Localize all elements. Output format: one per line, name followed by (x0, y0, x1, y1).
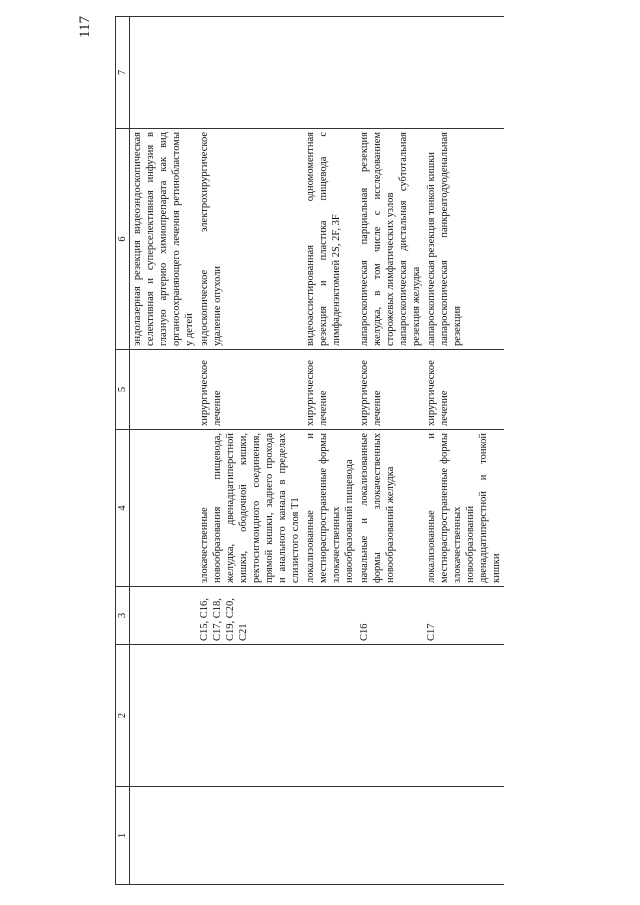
method-item: лапароскопическая панкреатодуоденальная резекция (439, 132, 463, 346)
cell-diagnosis (130, 430, 198, 587)
cell-col7 (357, 17, 424, 129)
cell-codes (303, 587, 357, 645)
table-row (197, 17, 303, 885)
column-header: 4 (116, 430, 130, 587)
column-header: 2 (116, 645, 130, 787)
rotated-table-container (115, 17, 635, 885)
cell-treatment-type: хирургическое лечение (303, 350, 357, 430)
cell-col1 (357, 787, 424, 885)
cell-treatment-type: хирургическое лечение (197, 350, 303, 430)
cell-col7 (424, 17, 504, 129)
cell-col2 (197, 645, 303, 787)
cell-col1 (130, 787, 198, 885)
cell-col1 (303, 787, 357, 885)
column-header: 6 (116, 129, 130, 350)
cell-codes (130, 587, 198, 645)
cell-method-group (357, 129, 424, 350)
cell-codes: C15, C16, C17, C18, C19, C20, C21 (197, 587, 303, 645)
cell-col2 (130, 645, 198, 787)
method-item: лапароскопическая резекция тонкой кишки (426, 152, 437, 346)
column-header: 7 (116, 17, 130, 129)
cell-codes: C17 (424, 587, 504, 645)
cell-col7 (197, 17, 303, 129)
method-item: лапароскопическая парциальная резекция желудка, в том числе с исследованием сторожевых лимфатических узлов (359, 132, 396, 346)
cell-col1 (424, 787, 504, 885)
table-row (424, 17, 504, 885)
page-number: 117 (77, 16, 93, 38)
column-header: 3 (116, 587, 130, 645)
cell-col2 (357, 645, 424, 787)
cell-diagnosis: начальные и локализованные формы злокачественных новообразований желудка (357, 430, 424, 587)
cell-treatment-type (130, 350, 198, 430)
cell-codes: C16 (357, 587, 424, 645)
cell-col2 (424, 645, 504, 787)
cell-treatment-type: хирургическое лечение (424, 350, 504, 430)
column-header: 1 (116, 787, 130, 885)
treatment-table (115, 16, 504, 885)
cell-method: видеоассистированная одномоментная резекция и пластика пищевода с лимфаденэктомией 2S, 2F, 3F (303, 129, 357, 350)
cell-col1 (197, 787, 303, 885)
cell-diagnosis: злокачественные новообразования пищевода, желудка, двенадцатиперстной кишки, ободочной кишки, ректосигмоидного соединения, прямой кишки, заднего прохода и анального канала в пределах слизистого слоя T1 (197, 430, 303, 587)
cell-diagnosis: локализованные и местнораспространенные формы злокачественных новообразований пищевода (303, 430, 357, 587)
table-row (130, 17, 198, 885)
cell-treatment-type: хирургическое лечение (357, 350, 424, 430)
cell-col7 (130, 17, 198, 129)
table-row (357, 17, 424, 885)
column-header: 5 (116, 350, 130, 430)
cell-col7 (303, 17, 357, 129)
cell-method: эндолазерная резекция видеоэндоскопическая селективная и суперселективная инфузия в глазную артерию химиопрепарата как вид органосохраняющего лечения ретинобластомы у детей (130, 129, 198, 350)
cell-diagnosis: локализованные и местнораспространенные формы злокачественных новообразований двенадцатиперстной и тонкой кишки (424, 430, 504, 587)
header-row (116, 17, 130, 885)
method-item: лапароскопическая дистальная субтотальная резекция желудка (398, 132, 422, 346)
cell-method-group (424, 129, 504, 350)
cell-col2 (303, 645, 357, 787)
table-row (303, 17, 357, 885)
cell-method: эндоскопическое электрохирургическое удаление опухоли (197, 129, 303, 350)
